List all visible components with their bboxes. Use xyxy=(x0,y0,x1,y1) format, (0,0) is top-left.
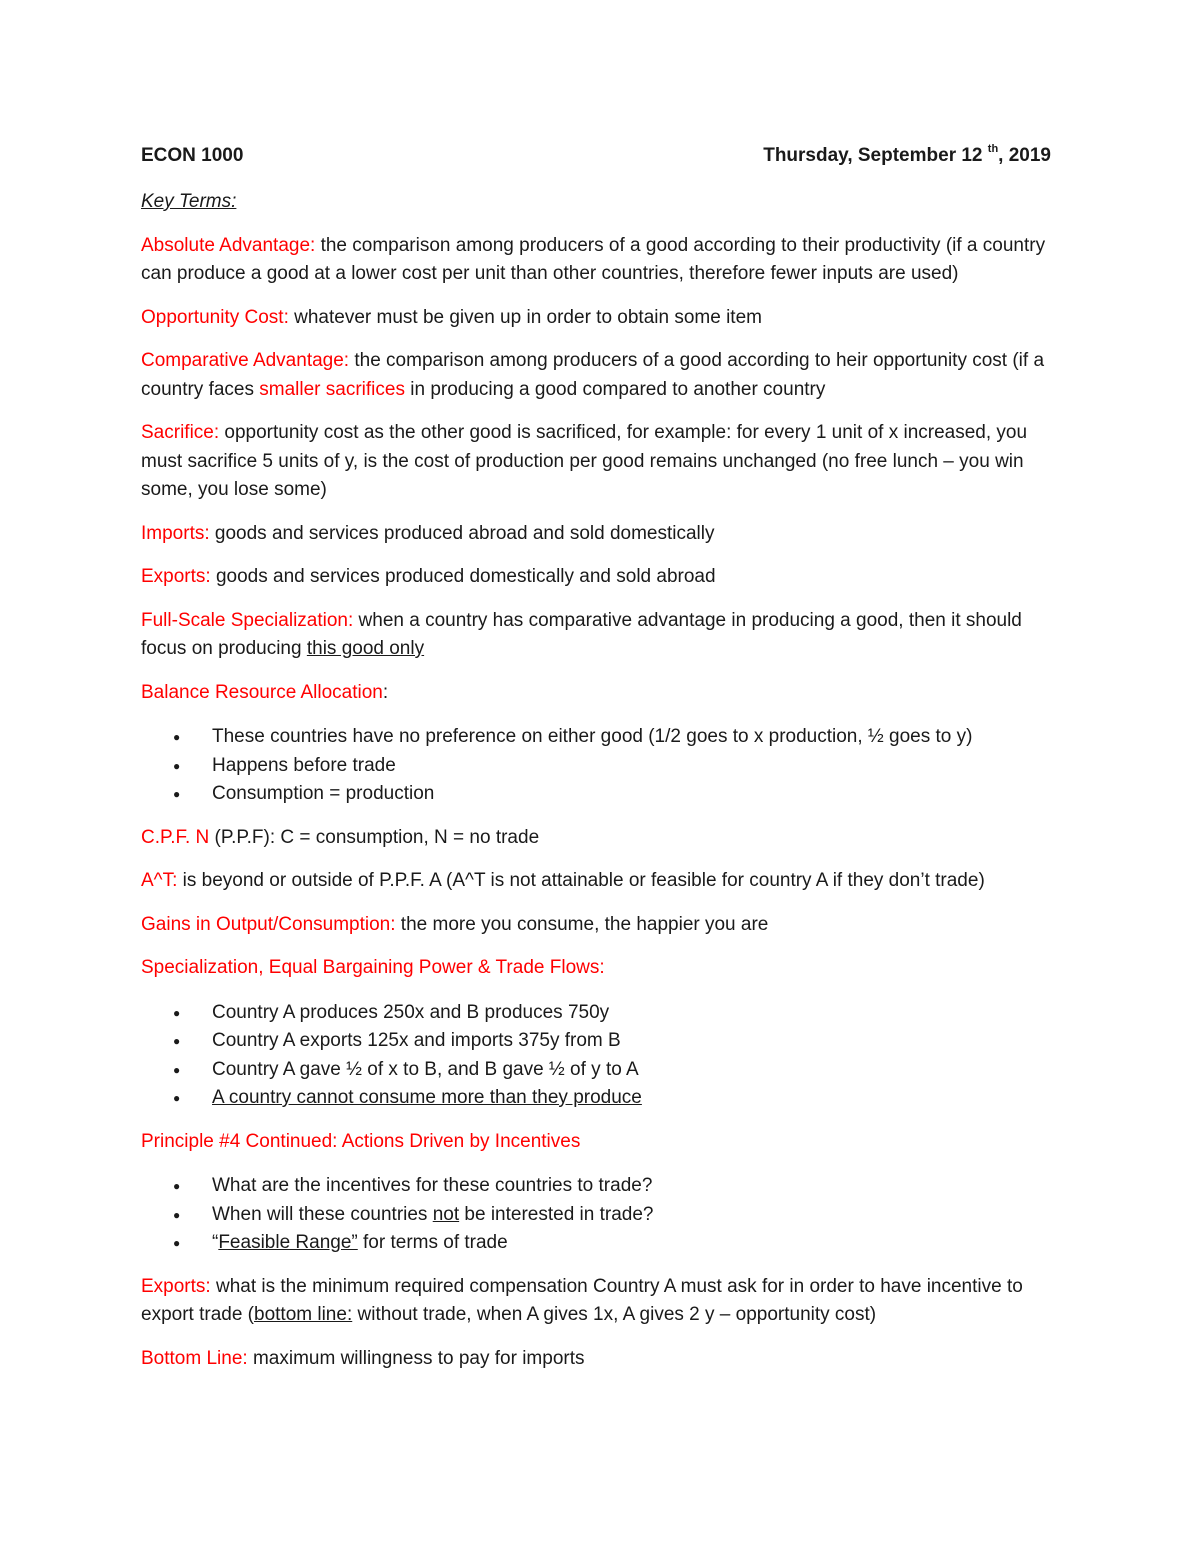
term-label: Imports: xyxy=(141,522,210,544)
key-terms-heading: Key Terms: xyxy=(141,191,237,212)
term-label: Specialization, Equal Bargaining Power & Trade Flows: xyxy=(141,957,605,978)
term-label: Exports: xyxy=(141,1275,211,1297)
term-label: Principle #4 Continued: Actions Driven by Incentives xyxy=(141,1130,581,1152)
list-item xyxy=(141,1084,1053,1113)
term-label: A^T: xyxy=(141,870,178,891)
term-label: Comparative Advantage: xyxy=(141,350,350,371)
entry-specialization-trade-flows xyxy=(141,954,1053,983)
balance-bullet-list xyxy=(141,723,1053,809)
list-item: ● Happens before trade xyxy=(141,752,1053,781)
term-colon: : xyxy=(382,681,389,703)
term-definition: goods and services produced domestically and sold abroad xyxy=(210,566,716,587)
entry-gains xyxy=(141,911,1053,940)
term-label: Full-Scale Specialization: xyxy=(141,609,354,631)
term-definition: (P.P.F): C = consumption, N = no trade xyxy=(209,826,540,848)
term-label: Absolute Advantage: xyxy=(141,234,316,256)
underlined-phrase: A country cannot consume more than they produce xyxy=(212,1087,642,1108)
term-label: C.P.F. N xyxy=(141,826,210,848)
entry-exports xyxy=(141,563,1053,592)
list-item: ● “Feasible Range” for terms of trade xyxy=(141,1229,1053,1258)
entry-balance-resource-allocation xyxy=(141,679,1053,708)
entry-bottom-line xyxy=(141,1345,1053,1374)
entry-a-t xyxy=(141,867,1053,896)
term-definition: without trade, when A gives 1x, A gives 2 y – opportunity cost) xyxy=(352,1304,877,1325)
term-definition: whatever must be given up in order to obtain some item xyxy=(288,306,762,328)
term-label: Sacrifice: xyxy=(141,422,220,443)
list-item: ● These countries have no preference on either good (1/2 goes to x production, ½ goes to y) xyxy=(141,723,1053,752)
entry-opportunity-cost xyxy=(141,304,1053,333)
list-item: ● What are the incentives for these countries to trade? xyxy=(141,1172,1053,1201)
term-definition: the more you consume, the happier you are xyxy=(395,913,769,935)
term-definition: what is the minimum required compensation Country A must ask for in order to have incentive to export trade ( xyxy=(141,1275,1023,1325)
highlighted-phrase: smaller sacrifices xyxy=(259,378,405,400)
list-item: ● Country A exports 125x and imports 375y from B xyxy=(141,1027,1053,1056)
term-label: Exports: xyxy=(141,566,211,587)
notes-page xyxy=(141,134,1053,1373)
term-definition: the comparison among producers of a good according to heir opportunity cost (if a country faces xyxy=(141,350,1045,400)
term-definition: the comparison among producers of a good according to their productivity (if a country can produce a good at a lower cost per unit than other countries, therefore fewer inputs are used) xyxy=(141,234,1046,284)
specialization-bullet-list xyxy=(141,999,1053,1113)
term-label: Opportunity Cost: xyxy=(141,306,289,328)
underlined-phrase: not xyxy=(432,1203,460,1225)
entry-comparative-advantage xyxy=(141,347,1053,404)
term-label: Gains in Output/Consumption: xyxy=(141,913,396,935)
lecture-date: Thursday, September 12 $^{th}$, 2019 xyxy=(763,143,1051,166)
entry-principle-4 xyxy=(141,1128,1053,1157)
entry-absolute-advantage xyxy=(141,232,1053,289)
principle-bullet-list xyxy=(141,1172,1053,1258)
term-definition: when a country has comparative advantage in producing a good, then it should focus on producing xyxy=(141,609,1022,659)
entry-cpfn xyxy=(141,824,1053,853)
list-item: ● When will these countries not be interested in trade? xyxy=(141,1201,1053,1230)
term-definition: opportunity cost as the other good is sacrificed, for example: for every 1 unit of x increased, you must sacrifice 5 units of y, is the cost of production per good remains unchanged (no free lunch – you win some, you lose some) xyxy=(141,422,1028,500)
entry-exports-incentive xyxy=(141,1273,1053,1330)
term-definition: maximum willingness to pay for imports xyxy=(247,1347,585,1369)
list-item: ● Country A produces 250x and B produces 750y xyxy=(141,999,1053,1028)
entry-imports xyxy=(141,520,1053,549)
entry-full-scale-specialization xyxy=(141,607,1053,664)
list-item: ● Country A gave ½ of x to B, and B gave ½ of y to A xyxy=(141,1056,1053,1085)
course-title: ECON 1000 xyxy=(141,145,244,166)
underlined-phrase: bottom line: xyxy=(254,1304,353,1325)
page-header xyxy=(141,134,1053,174)
term-definition: is beyond or outside of P.P.F. A (A^T is not attainable or feasible for country A if they don’t trade) xyxy=(177,870,985,891)
entry-sacrifice xyxy=(141,419,1053,505)
term-definition: in producing a good compared to another country xyxy=(404,378,826,400)
term-label: Balance Resource Allocation xyxy=(141,681,383,703)
term-definition: goods and services produced abroad and sold domestically xyxy=(209,522,715,544)
term-label: Bottom Line: xyxy=(141,1347,248,1369)
underlined-phrase: this good only xyxy=(306,638,425,659)
list-item: ● Consumption = production xyxy=(141,780,1053,809)
underlined-phrase: Feasible Range” xyxy=(218,1232,358,1253)
